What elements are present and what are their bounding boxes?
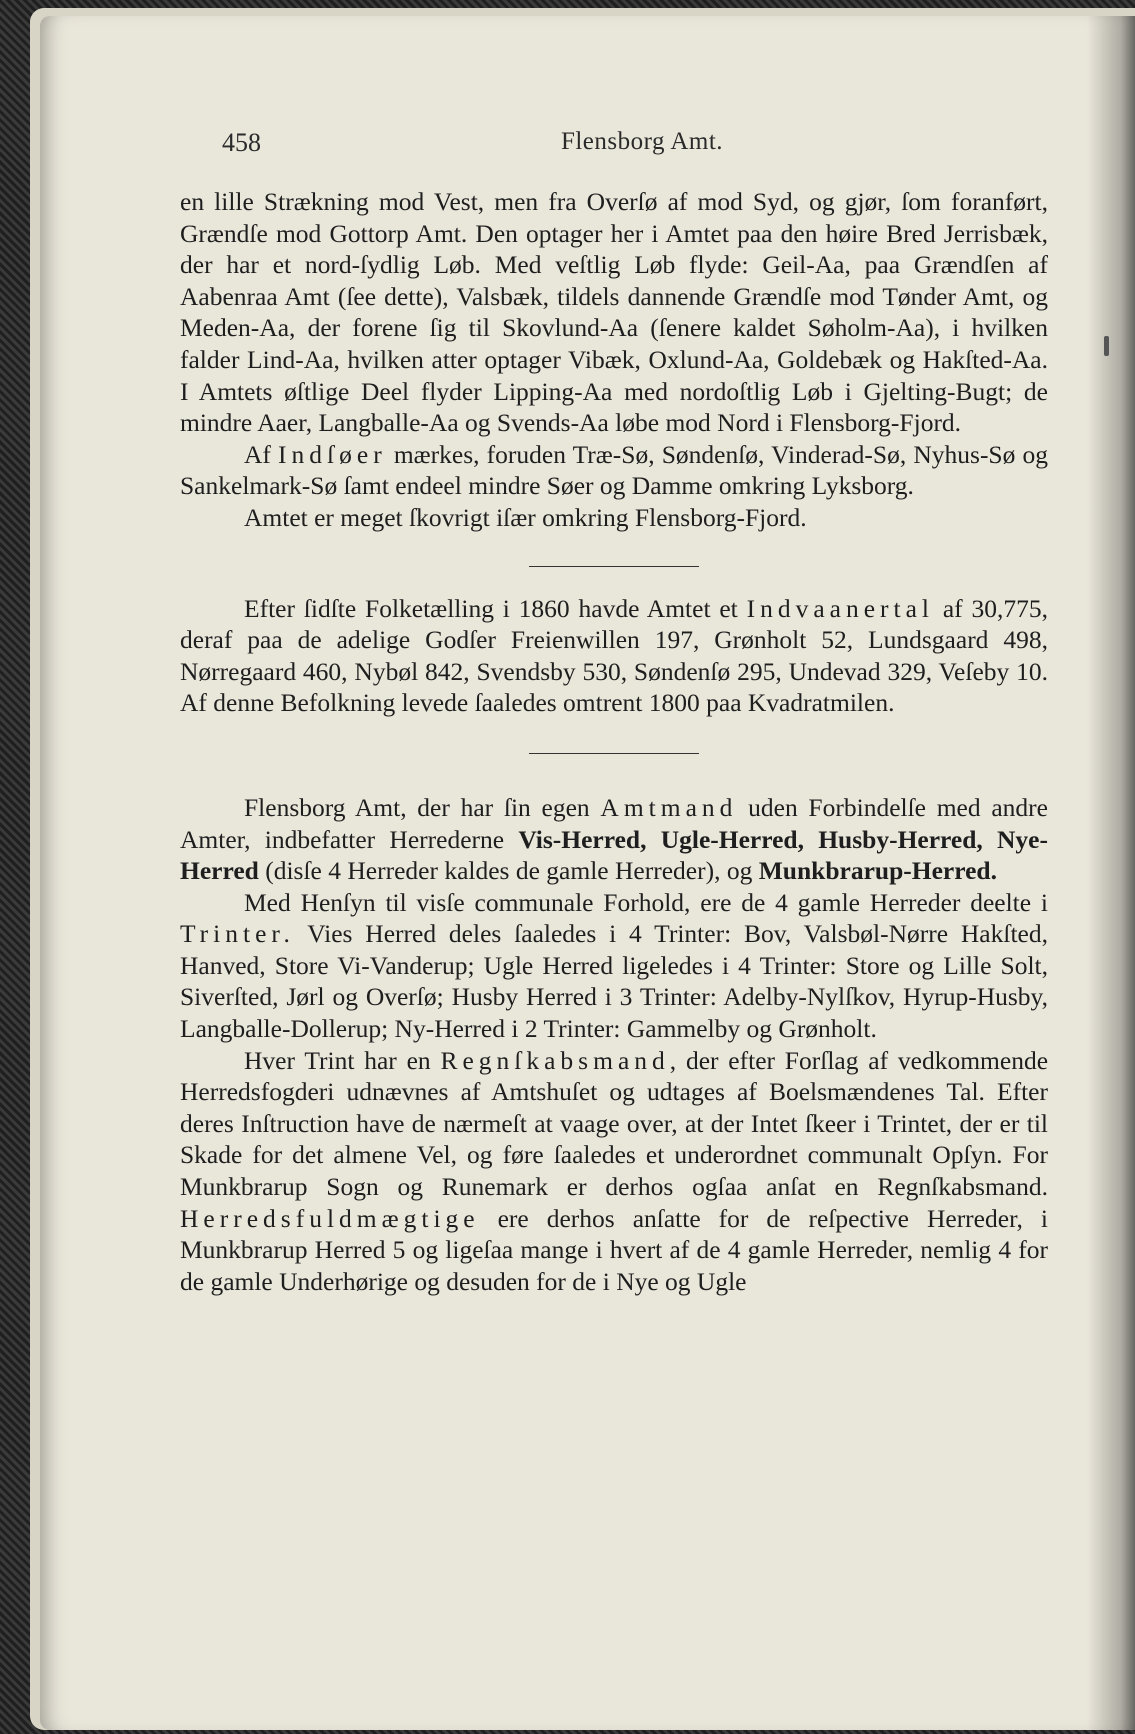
paragraph-forests: Amtet er meget ſkovrigt iſær omkring Flensborg-Fjord. xyxy=(244,502,807,532)
lakes-list: mærkes, foruden Træ-Sø, Søndenſø, Vinderad-Sø, Nyhus-Sø og Sankelmark-Sø ſamt endeel mindre Søer og Damme omkring Lyksborg. xyxy=(180,439,1048,501)
paragraph-regnskabsmand xyxy=(180,1045,1048,1298)
page-number: 458 xyxy=(222,128,261,157)
paragraph-rivers: en lille Strækning mod Vest, men fra Overſø af mod Syd, og gjør, ſom foranført, Grændſe mod Gottorp Amt. Den optager her i Amtet paa den høire Bred Jerrisbæk, der har et nord-ſydlig Løb. Med veſtlig Løb flyde: Geil-Aa, paa Grændſen af Aabenraa Amt (ſee dette), Valsbæk, tildels dannende Grændſe mod Tønder Amt, og Meden-Aa, der forene ſig til Skovlund-Aa (ſenere kaldet Søholm-Aa), i hvilken falder Lind-Aa, hvilken atter optager Vibæk, Oxlund-Aa, Goldebæk og Hakſted-Aa. I Amtets øſtlige Deel flyder Lipping-Aa med nordoſtlig Løb i Gjelting-Bugt; de mindre Aaer, Langballe-Aa og Svends-Aa løbe mod Nord i Flensborg-Fjord. xyxy=(180,187,1048,438)
section-divider xyxy=(529,566,699,567)
population-intro: Efter ſidſte Folketælling i 1860 havde Amtet et xyxy=(244,593,747,623)
admin-intro: Flensborg Amt, der har ſin egen xyxy=(244,792,601,822)
term-regnskabsmand: Regnſkabsmand xyxy=(440,1045,670,1075)
herred-munkbrarup: Munkbrarup-Herred. xyxy=(758,856,997,886)
admin-mid: uden Forbindelſe med andre Amter, indbefatter Herrederne xyxy=(180,792,1048,854)
term-herredsfuldmaegtige: Herredsfuldmægtige xyxy=(180,1203,480,1233)
binding-gutter xyxy=(1087,16,1135,1730)
running-head: Flensborg Amt. xyxy=(560,128,724,155)
page-header xyxy=(222,128,1052,162)
paragraph-trinter xyxy=(180,887,1048,1045)
paragraph-population xyxy=(180,593,1048,719)
term-indvaanertal: Indvaanertal xyxy=(746,593,935,623)
paragraph-administration xyxy=(180,792,1048,887)
margin-mark xyxy=(1104,336,1109,356)
regnskab-details: , der efter Forſlag af vedkommende Herredsfogderi udnævnes af Amtshuſet og udtages af Boelsmændenes Tal. Efter deres Inſtruction have de nærmeſt at vaage over, at der Intet ſkeer i Trintet, der er til Skade for det almene Vel, og føre ſaaledes et underordnet communalt Opſyn. For Munkbrarup Sogn og Runemark er derhos ogſaa anſat en Regnſkabsmand. xyxy=(180,1045,1049,1202)
term-indsoer: Indſøer xyxy=(278,439,387,469)
regnskab-intro: Hver Trint har en xyxy=(244,1045,441,1075)
body-text xyxy=(180,186,1048,1297)
term-amtmand: Amtmand xyxy=(600,792,738,822)
admin-mid2: (disſe 4 Herreder kaldes de gamle Herreder), og xyxy=(258,856,759,886)
term-trinter: Trinter. xyxy=(180,919,295,949)
population-details: af 30,775, deraf paa de adelige Godſer Freienwillen 197, Grønholt 52, Lundsgaard 498, Nørregaard 460, Nybøl 842, Svendsby 530, Søndenſø 295, Undevad 329, Veſeby 10. Af denne Befolkning levede ſaaledes omtrent 1800 paa Kvadratmilen. xyxy=(180,593,1048,718)
trinter-details: Vies Herred deles ſaaledes i 4 Trinter: Bov, Valsbøl-Nørre Hakſted, Hanved, Store Vi-Vanderup; Ugle Herred ligeledes i 4 Trinter: Store og Lille Solt, Siverſted, Jørl og Overſø; Husby Herred i 3 Trinter: Adelby-Nylſkov, Hyrup-Husby, Langballe-Dollerup; Ny-Herred i 2 Trinter: Gammelby og Grønholt. xyxy=(180,919,1048,1044)
trinter-intro: Med Henſyn til visſe communale Forhold, ere de 4 gamle Herreder deelte i xyxy=(244,887,1048,917)
fuldmaegtige-details: ere derhos anſatte for de reſpective Herreder, i Munkbrarup Herred 5 og ligeſaa mange i hvert af de 4 gamle Herreder, nemlig 4 for de gamle Underhørige og desuden for de i Nye og Ugle xyxy=(180,1203,1048,1296)
paragraph-lakes xyxy=(180,439,1048,502)
section-divider xyxy=(529,753,699,754)
herreder-list: Vis-Herred, Ugle-Herred, Husby-Herred, Nye-Herred xyxy=(180,824,1048,886)
lakes-intro: Af xyxy=(244,439,279,469)
